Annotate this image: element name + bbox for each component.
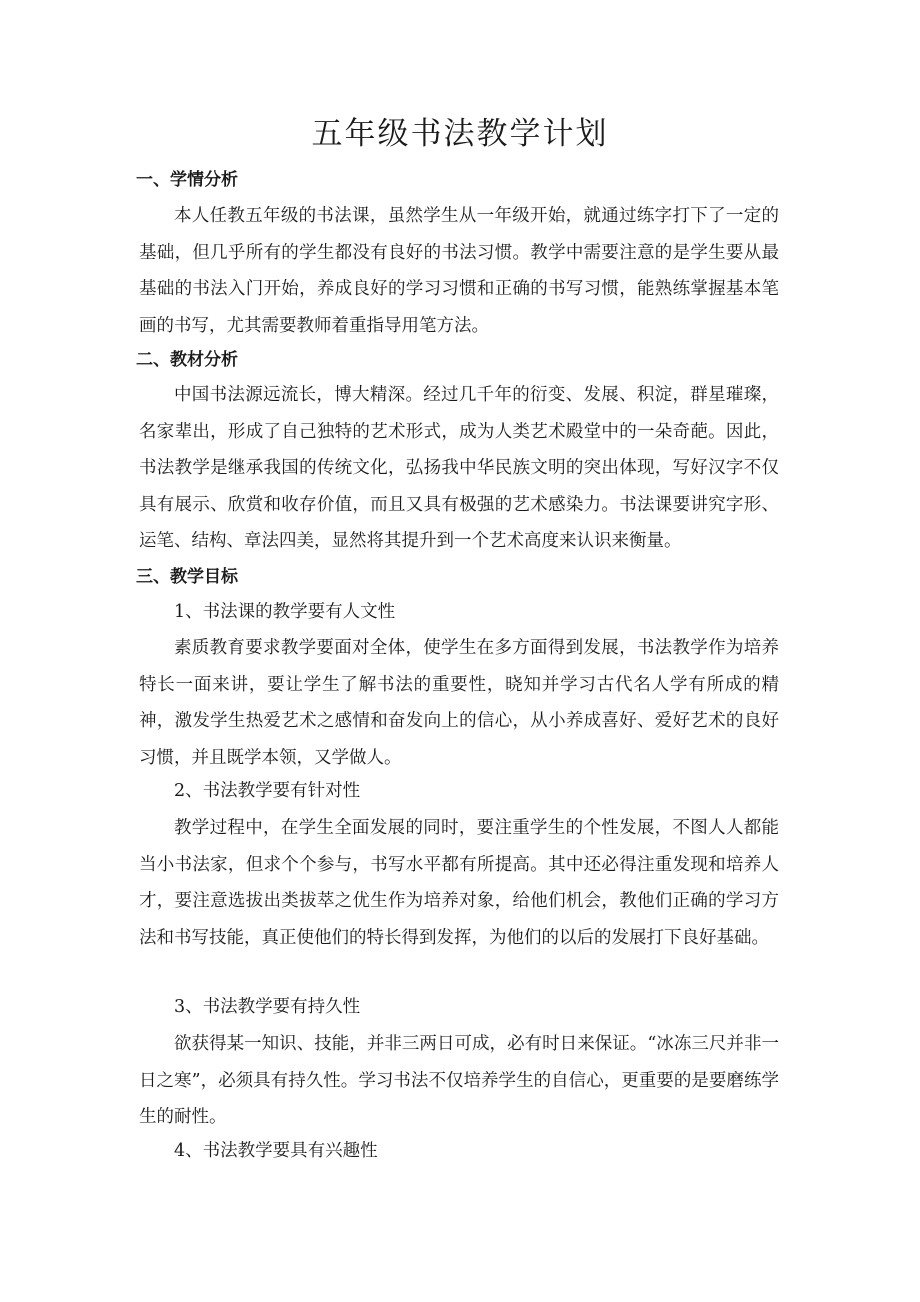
subsection-paragraph-persistence: 欲获得某一知识、技能，并非三两日可成，必有时日来保证。“冰冻三尺并非一日之寒”，必须具有持久性。学习书法不仅培养学生的自信心，更重要的是要磨练学生的耐性。 [139,1034,779,1127]
subsection-paragraph-targeted: 教学过程中，在学生全面发展的同时，要注重学生的个性发展，不图人人都能当小书法家，但求个个参与，书写水平都有所提高。其中还必得注重发现和培养人才，要注意选拔出类拔萃之优生作为培养对象，给他们机会，教他们正确的学习方法和书写技能，真正使他们的特长得到发挥，为他们的以后的发展打下良好基础。 [139,818,779,948]
section-heading-teaching-goals: 三、教学目标 [136,567,238,587]
subsection-title-humanistic: 1、书法课的教学要有人文性 [174,602,396,622]
section-heading-textbook-analysis: 二、教材分析 [136,350,238,370]
subsection-paragraph-humanistic: 素质教育要求教学要面对全体，使学生在多方面得到发展，书法教学作为培养特长一面来讲，要让学生了解书法的重要性，晓知并学习古代名人学有所成的精神，激发学生热爱艺术之感情和奋发向上的信心，从小养成喜好、爱好艺术的良好习惯，并且既学本领，又学做人。 [139,638,779,768]
section-paragraph-textbook-analysis: 中国书法源远流长，博大精深。经过几千年的衍变、发展、积淀，群星璀璨，名家辈出，形成了自己独特的艺术形式，成为人类艺术殿堂中的一朵奇葩。因此，书法教学是继承我国的传统文化，弘扬我中华民族文明的突出体现，写好汉字不仅具有展示、欣赏和收存价值，而且又具有极强的艺术感染力。书法课要讲究字形、运笔、结构、章法四美，显然将其提升到一个艺术高度来认识来衡量。 [139,385,779,551]
document-title: 五年级书法教学计划 [311,116,609,152]
section-paragraph-learning-analysis: 本人任教五年级的书法课，虽然学生从一年级开始，就通过练字打下了一定的基础，但几乎所有的学生都没有良好的书法习惯。教学中需要注意的是学生要从最基础的书法入门开始，养成良好的学习习惯和正确的书写习惯，能熟练掌握基本笔画的书写，尤其需要教师着重指导用笔方法。 [139,206,779,336]
subsection-title-targeted: 2、书法教学要有针对性 [174,781,361,801]
subsection-title-interest: 4、书法教学要具有兴趣性 [174,1141,378,1161]
section-heading-learning-analysis: 一、学情分析 [136,170,238,190]
subsection-title-persistence: 3、书法教学要有持久性 [174,997,361,1017]
